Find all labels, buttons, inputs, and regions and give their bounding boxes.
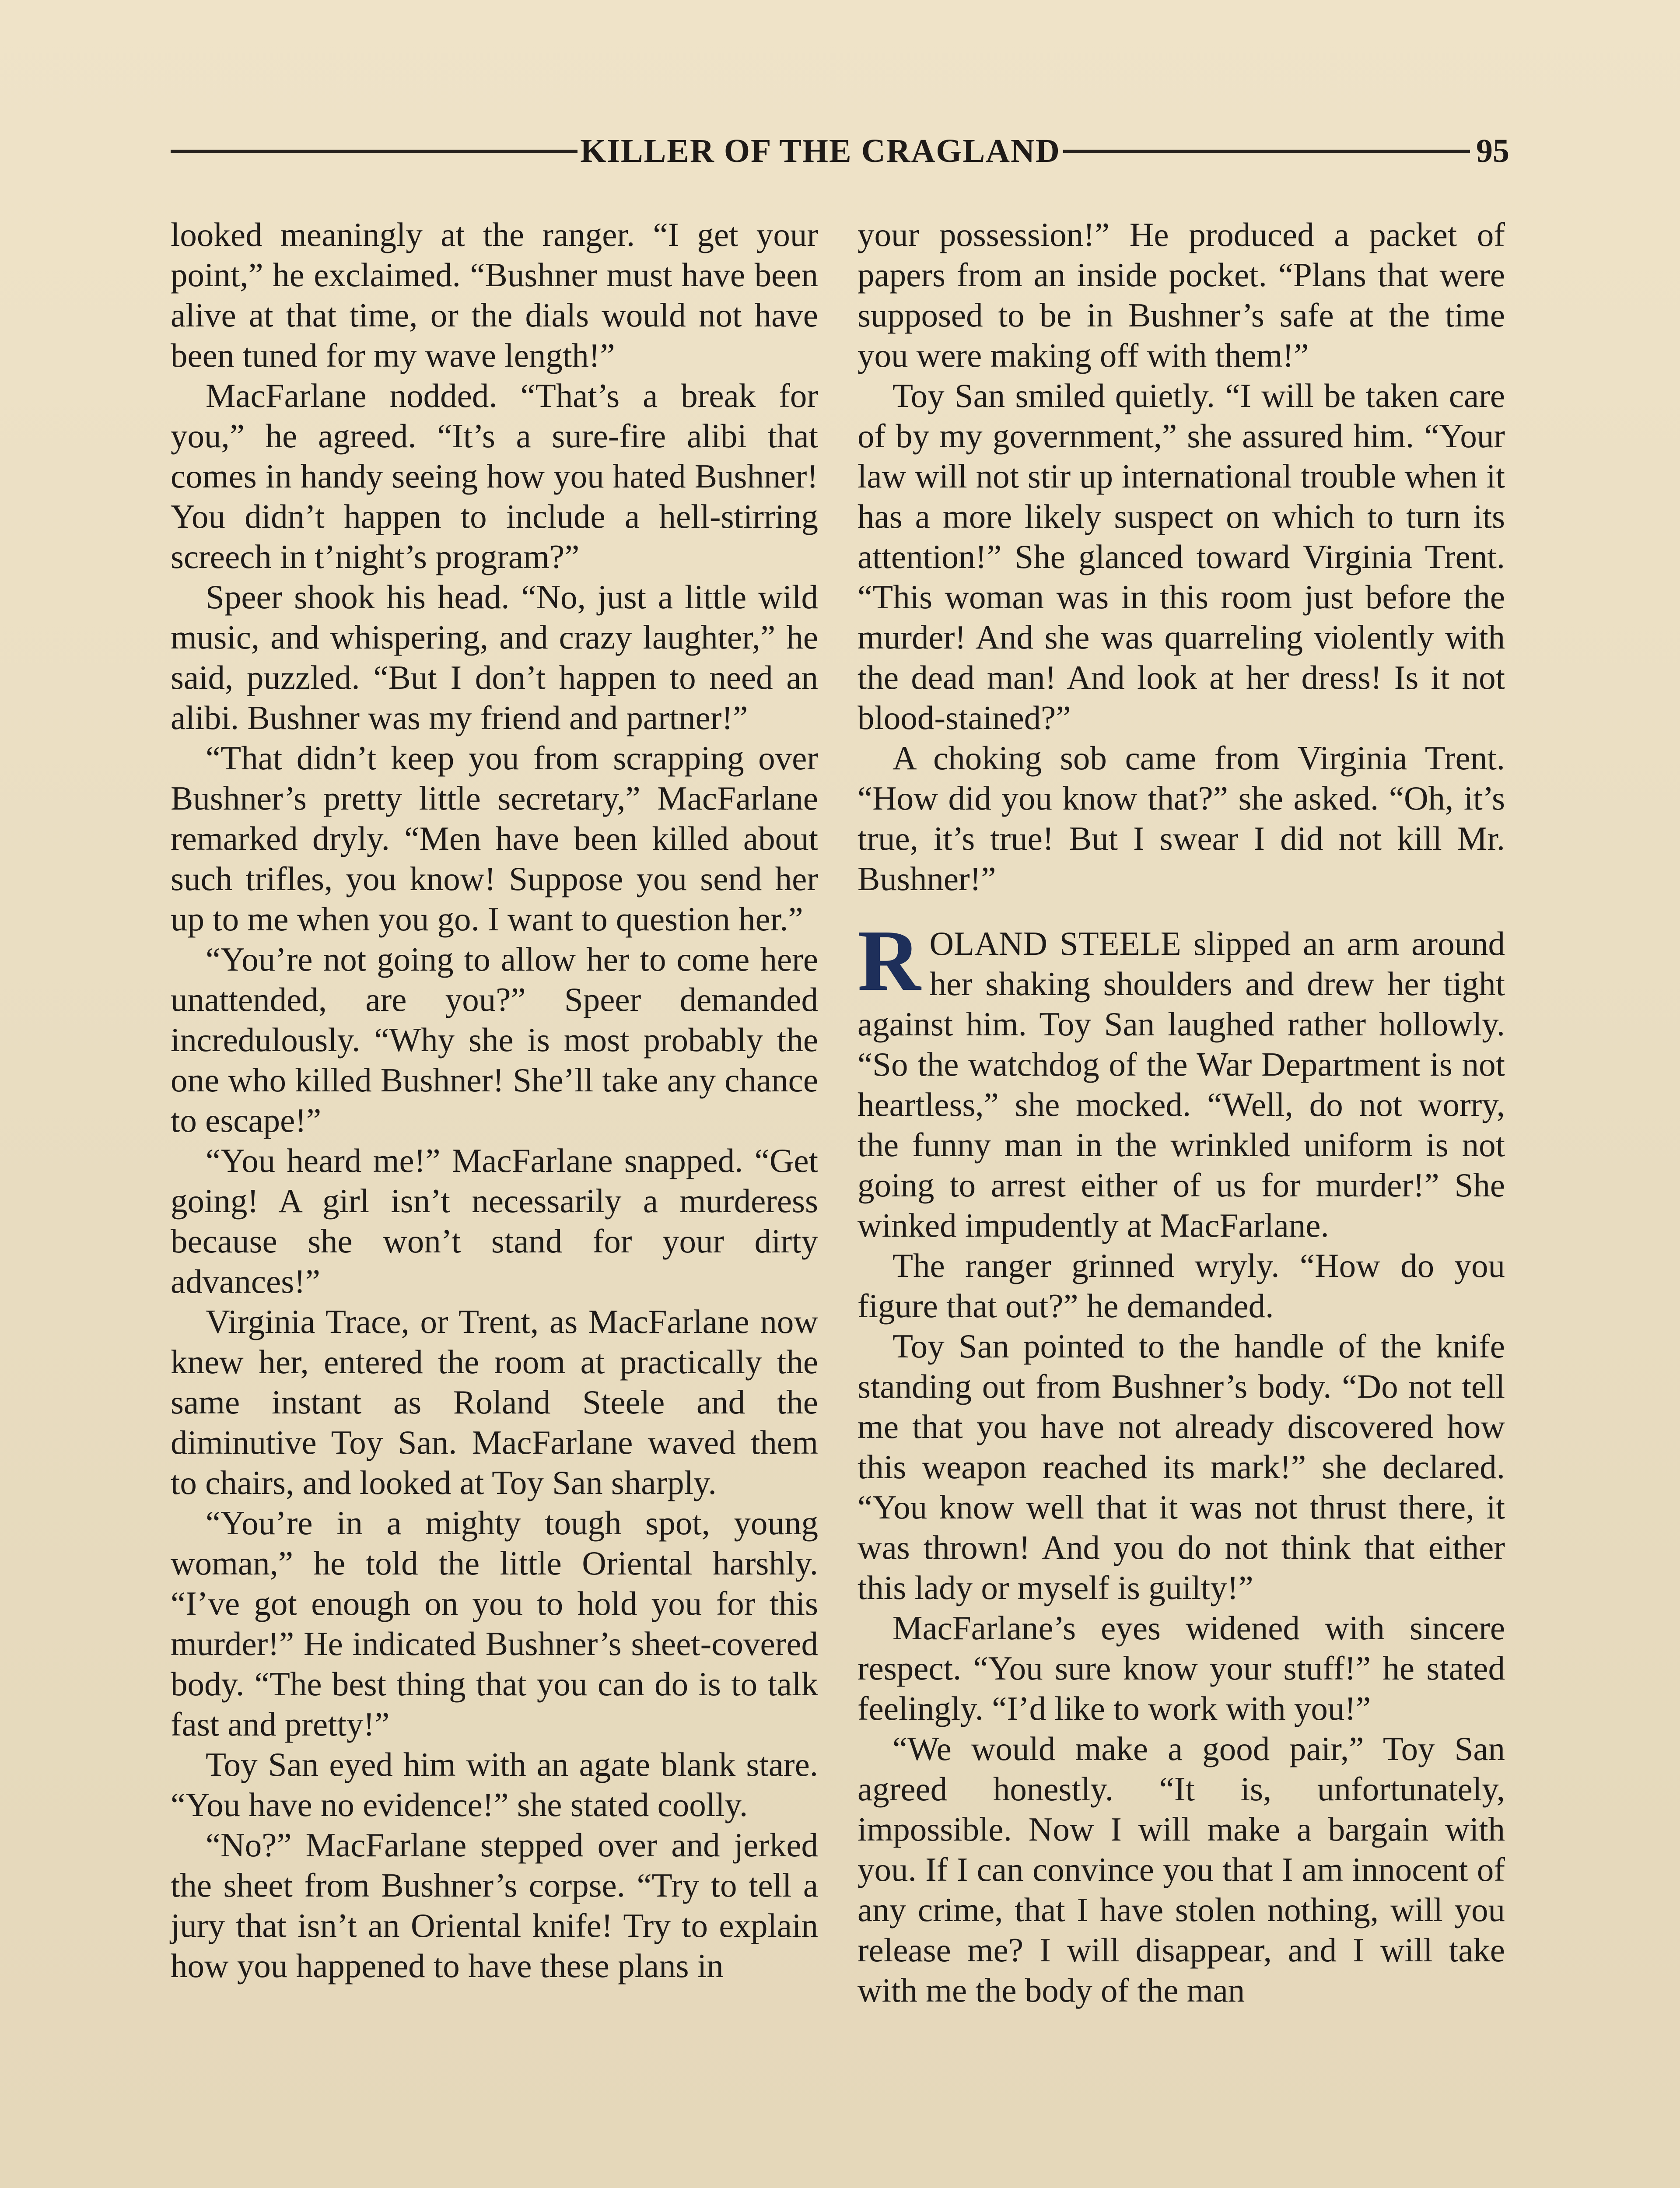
running-title: KILLER OF THE CRAGLAND: [580, 132, 1060, 169]
paragraph: Toy San smiled quietly. “I will be taken care of by my government,” she assured him. “Your law will not stir up international trouble when it has a more likely suspect on which to turn its attention!” She glanced toward Virginia Trent. “This woman was in this room just before the murder! And she was quarreling violently with the dead man! And look at her dress! Is it not blood-stained?”: [858, 377, 1505, 736]
paragraph: Toy San eyed him with an agate blank stare. “You have no evidence!” she stated coolly.: [171, 1746, 818, 1823]
right-column: [858, 214, 1505, 2010]
paragraph: MacFarlane’s eyes widened with sincere respect. “You sure know your stuff!” he stated feelingly. “I’d like to work with you!”: [858, 1609, 1505, 1727]
paragraph: Virginia Trace, or Trent, as MacFarlane now knew her, entered the room at practically the same instant as Roland Steele and the diminutive Toy San. MacFarlane waved them to chairs, and looked at Toy San sharply.: [171, 1303, 818, 1501]
section-opening-paragraph: [858, 912, 1505, 1245]
paragraph: Speer shook his head. “No, just a little wild music, and whispering, and crazy laughter,” he said, puzzled. “But I don’t happen to need an alibi. Bushner was my friend and partner!”: [171, 578, 818, 736]
left-column: [171, 214, 818, 1986]
paragraph: A choking sob came from Virginia Trent. “How did you know that?” she asked. “Oh, it’s true, it’s true! But I swear I did not kill Mr. Bushner!”: [858, 739, 1505, 898]
section-body-text: slipped an arm around her shaking shoulders and drew her tight against him. Toy San laughed rather hollowly. “So the watchdog of the War Department is not heartless,” she mocked. “Well, do not worry, the funny man in the wrinkled uniform is not going to arrest either of us for murder!” She winked impudently at MacFarlane.: [858, 925, 1505, 1244]
header-rule-right: [1063, 150, 1470, 153]
paragraph: Toy San pointed to the handle of the knife standing out from Bushner’s body. “Do not tell me that you have not already discovered how this weapon reached its mark!” she declared. “You know well that it was not thrust there, it was thrown! And you do not think that either this lady or myself is guilty!”: [858, 1327, 1505, 1606]
paragraph: The ranger grinned wryly. “How do you figure that out?” he demanded.: [858, 1247, 1505, 1325]
paragraph: “You heard me!” MacFarlane snapped. “Get going! A girl isn’t necessarily a murderess because she won’t stand for your dirty advances!”: [171, 1142, 818, 1300]
paragraph: “No?” MacFarlane stepped over and jerked the sheet from Bushner’s corpse. “Try to tell a jury that isn’t an Oriental knife! Try to explain how you happened to have these plans in: [171, 1826, 818, 1985]
paragraph: “That didn’t keep you from scrapping over Bushner’s pretty little secretary,” MacFarlane remarked dryly. “Men have been killed about such trifles, you know! Suppose you send her up to me when you go. I want to question her.”: [171, 739, 818, 938]
running-header: [171, 127, 1509, 175]
paragraph: “We would make a good pair,” Toy San agreed honestly. “It is, unfortunately, impossible. Now I will make a bargain with you. If I can convince you that I am innocent of any crime, that I have stolen nothing, will you release me? I will disappear, and I will take with me the body of the man: [858, 1730, 1505, 2009]
paragraph: “You’re in a mighty tough spot, young woman,” he told the little Oriental harshly. “I’ve got enough on you to hold you for this murder!” He indicated Bushner’s sheet-covered body. “The best thing that you can do is to talk fast and pretty!”: [171, 1504, 818, 1743]
page-number: 95: [1476, 132, 1510, 169]
paragraph: MacFarlane nodded. “That’s a break for you,” he agreed. “It’s a sure-fire alibi that comes in handy seeing how you hated Bushner! You didn’t happen to include a hell-stirring screech in t’night’s program?”: [171, 377, 818, 575]
paragraph: looked meaningly at the ranger. “I get your point,” he exclaimed. “Bushner must have been alive at that time, or the dials would not have been tuned for my wave length!”: [171, 216, 818, 374]
drop-cap: R: [858, 912, 921, 1009]
paragraph: “You’re not going to allow her to come here unattended, are you?” Speer demanded incredulously. “Why she is most probably the one who killed Bushner! She’ll take any chance to escape!”: [171, 940, 818, 1139]
lead-in-text: OLAND STEELE: [929, 925, 1181, 962]
header-rule-left: [171, 150, 578, 153]
paragraph: your possession!” He produced a packet of papers from an inside pocket. “Plans that were supposed to be in Bushner’s safe at the time you were making off with them!”: [858, 216, 1505, 374]
